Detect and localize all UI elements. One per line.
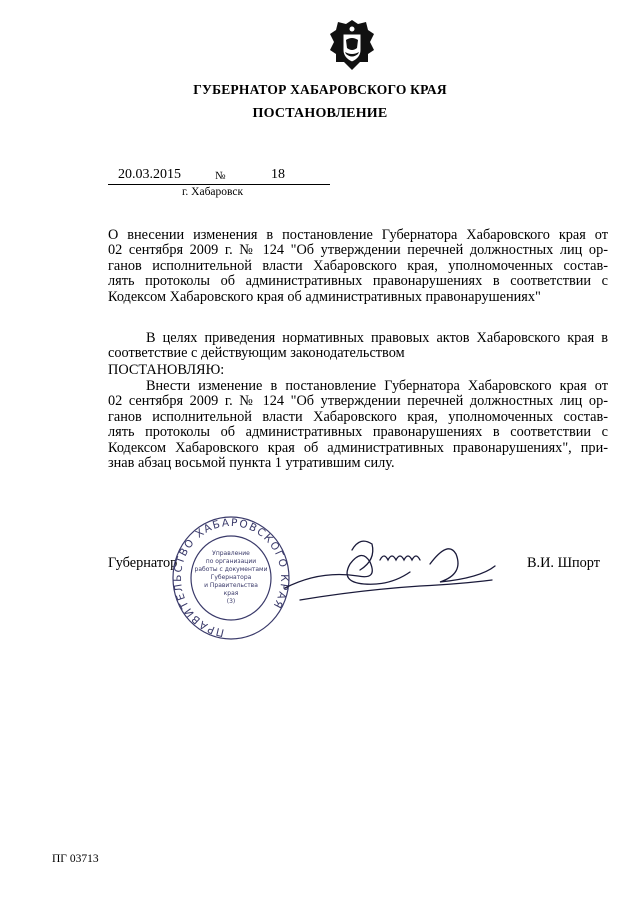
body-line: лять протоколы об административных правонарушениях в соответствии с xyxy=(108,424,608,441)
subject-line: Кодексом Хабаровского края об административных правонарушениях" xyxy=(108,288,541,305)
subject-line: 02 сентября 2009 г. № 124 "Об утверждении перечней должностных лиц ор- xyxy=(108,242,608,259)
signer-name: В.И. Шпорт xyxy=(527,555,601,571)
preamble-line: В целях приведения нормативных правовых актов Хабаровского края в xyxy=(146,330,608,346)
date-number-line xyxy=(108,167,330,185)
order-word: ПОСТАНОВЛЯЮ: xyxy=(108,362,225,378)
city: г. Хабаровск xyxy=(182,186,244,198)
preamble-line: соответствие с действующим законодательством xyxy=(108,345,405,362)
body-line: Кодексом Хабаровского края об административных правонарушениях", при- xyxy=(108,439,608,456)
seal-center-line: и Правительства xyxy=(204,582,258,589)
seal-center-line: края xyxy=(223,590,239,597)
body-line: 02 сентября 2009 г. № 124 "Об утверждении перечней должностных лиц ор- xyxy=(108,393,608,410)
official-seal-icon xyxy=(170,515,292,645)
subject-line: О внесении изменения в постановление Губернатора Хабаровского края от xyxy=(108,227,608,243)
body-paragraph xyxy=(108,379,608,471)
body-line: знав абзац восьмой пункта 1 утратившим силу. xyxy=(108,455,395,472)
subject-line: лять протоколы об административных правонарушениях в соответствии с xyxy=(108,273,608,290)
seal-center-line: (3) xyxy=(226,598,236,605)
seal-center-line: Управление xyxy=(212,550,250,557)
subject-paragraph xyxy=(108,228,608,305)
document-number: 18 xyxy=(271,167,285,182)
handwritten-signature-icon xyxy=(280,530,500,610)
form-code: ПГ 03713 xyxy=(52,853,99,865)
org-title: ГУБЕРНАТОР ХАБАРОВСКОГО КРАЯ xyxy=(193,82,447,97)
subject-line: ганов исполнительной власти Хабаровского края, уполномоченных состав- xyxy=(108,257,608,274)
coat-of-arms-icon xyxy=(328,18,376,72)
preamble-paragraph xyxy=(108,331,608,362)
body-line: Внести изменение в постановление Губернатора Хабаровского края от xyxy=(146,378,608,394)
document-type: ПОСТАНОВЛЕНИЕ xyxy=(252,106,388,121)
seal-ring-text: ПРАВИТЕЛЬСТВО ХАБАРОВСКОГО КРАЯ xyxy=(172,516,291,639)
body-line: ганов исполнительной власти Хабаровского края, уполномоченных состав- xyxy=(108,408,608,425)
seal-center-line: работы с документами xyxy=(194,566,268,573)
seal-center-line: Губернатора xyxy=(210,574,252,581)
number-sign: № xyxy=(215,170,226,182)
seal-center-line: по организации xyxy=(205,558,257,565)
document-date: 20.03.2015 xyxy=(118,167,181,182)
signer-position: Губернатор xyxy=(108,555,178,571)
